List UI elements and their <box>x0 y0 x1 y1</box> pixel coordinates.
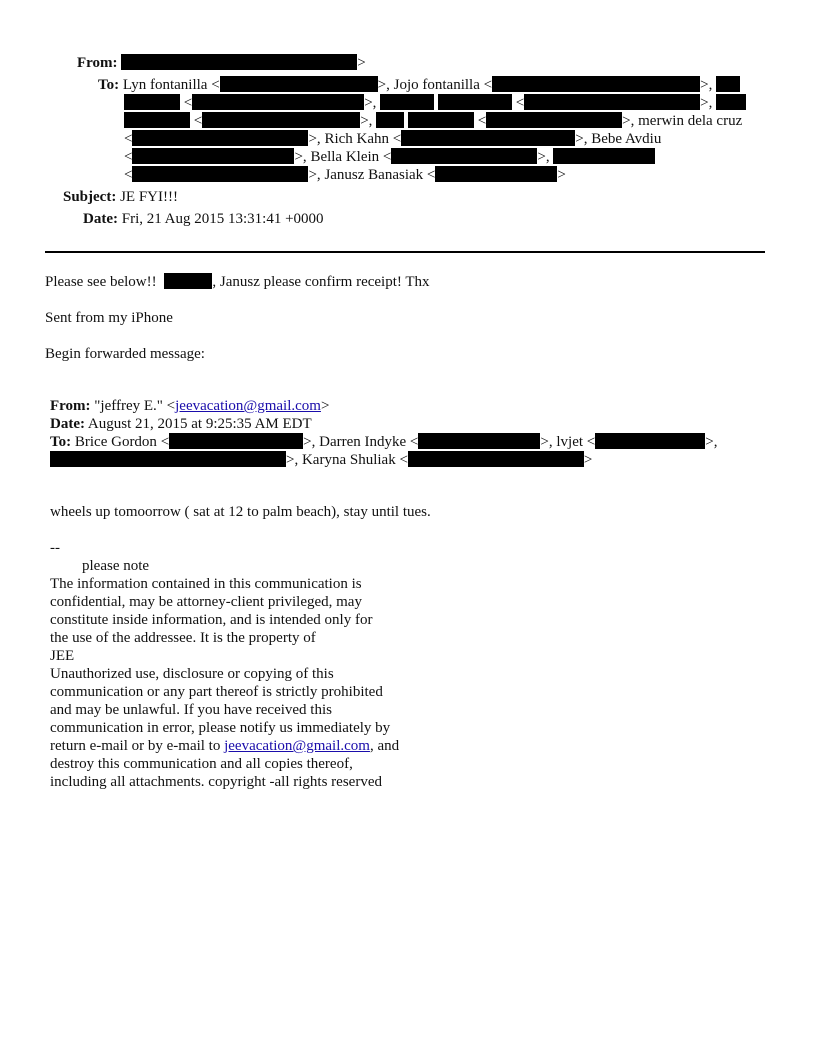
fwd-to-label: To: <box>50 434 72 450</box>
disclaimer-line: communication or any part thereof is strictly prohibited <box>50 684 383 700</box>
redaction <box>124 112 190 128</box>
fwd-date-value: August 21, 2015 at 9:25:35 AM EDT <box>87 416 312 432</box>
redaction <box>492 76 700 92</box>
redaction <box>121 54 357 70</box>
redaction <box>438 94 512 110</box>
header-from-row: From: > <box>77 55 366 71</box>
subject-label: Subject: <box>63 189 117 205</box>
recipient-name: Janusz Banasiak <box>324 167 424 183</box>
redaction <box>553 148 655 164</box>
disclaimer-line: constitute inside information, and is intended only for <box>50 612 373 628</box>
header-to-row-3: < >, < >, merwin dela cruz <box>124 112 742 130</box>
redaction <box>418 433 540 449</box>
signature-dash: -- <box>50 540 60 556</box>
header-to-row-1: To: Lyn fontanilla < >, Jojo fontanilla < >, <box>98 76 740 94</box>
fwd-from-name: "jeffrey E." <box>94 398 163 414</box>
fwd-date-label: Date: <box>50 416 85 432</box>
disclaimer-line: including all attachments. copyright -all rights reserved <box>50 774 382 790</box>
fwd-from-email-link[interactable]: jeevacation@gmail.com <box>175 398 321 414</box>
disclaimer-line: Unauthorized use, disclosure or copying of this <box>50 666 334 682</box>
recipient-name: merwin dela cruz <box>638 113 743 129</box>
disclaimer-line: and may be unlawful. If you have received this <box>50 702 332 718</box>
fwd-date-row <box>50 415 312 433</box>
redaction <box>716 94 746 110</box>
header-subject-row <box>63 188 178 206</box>
body-text: , Janusz please confirm receipt! Thx <box>212 274 430 290</box>
disclaimer-email-link[interactable]: jeevacation@gmail.com <box>224 738 370 754</box>
recipient-name: lvjet <box>556 434 584 450</box>
redaction <box>391 148 537 164</box>
fwd-to-row-2: >, Karyna Shuliak < > <box>50 451 592 469</box>
redaction <box>220 76 378 92</box>
redaction <box>132 130 308 146</box>
recipient-name: Bebe Avdiu <box>591 131 662 147</box>
redaction <box>50 451 286 467</box>
to-label: To: <box>98 77 120 93</box>
redaction <box>164 273 212 289</box>
redaction <box>595 433 705 449</box>
recipient-name: Karyna Shuliak <box>301 452 396 468</box>
redaction <box>202 112 360 128</box>
redaction <box>132 166 308 182</box>
recipient-name: Darren Indyke <box>319 434 407 450</box>
header-to-row-2: < >, < >, <box>124 94 746 112</box>
disclaimer-line: destroy this communication and all copies thereof, <box>50 756 353 772</box>
header-divider <box>45 251 765 253</box>
redaction <box>524 94 700 110</box>
disclaimer-line: The information contained in this communication is <box>50 576 362 592</box>
body-text: Please see below!! <box>45 274 157 290</box>
redaction <box>408 451 584 467</box>
fwd-from-label: From: <box>50 398 91 414</box>
redaction <box>169 433 303 449</box>
disclaimer-line: the use of the addressee. It is the property of <box>50 630 316 646</box>
disclaimer-line: communication in error, please notify us immediately by <box>50 720 391 736</box>
redaction <box>716 76 740 92</box>
date-value: Fri, 21 Aug 2015 13:31:41 +0000 <box>121 211 324 227</box>
disclaimer-line: confidential, may be attorney-client privileged, may <box>50 594 362 610</box>
header-to-row-5: < >, Bella Klein < >, <box>124 148 655 166</box>
header-date-row <box>83 210 324 228</box>
redaction <box>435 166 557 182</box>
recipient-name: Rich Kahn <box>324 131 390 147</box>
redaction <box>376 112 404 128</box>
header-to-row-4: < >, Rich Kahn < >, Bebe Avdiu <box>124 131 662 147</box>
recipient-name: Bella Klein <box>310 149 380 165</box>
redaction <box>486 112 622 128</box>
redaction <box>124 94 180 110</box>
header-to-row-6: < >, Janusz Banasiak < > <box>124 167 566 183</box>
recipient-name: Brice Gordon <box>74 434 157 450</box>
disclaimer-text: return e-mail or by e-mail to <box>50 738 225 754</box>
fwd-message: wheels up tomoorrow ( sat at 12 to palm beach), stay until tues. <box>50 504 431 520</box>
from-label: From: <box>77 55 118 71</box>
begin-forwarded: Begin forwarded message: <box>45 346 205 362</box>
redaction <box>401 130 575 146</box>
redaction <box>380 94 434 110</box>
sent-from: Sent from my iPhone <box>45 310 173 326</box>
fwd-from-row: From: "jeffrey E." <jeevacation@gmail.com> <box>50 398 330 414</box>
disclaimer-line: JEE <box>50 648 75 664</box>
recipient-name: Lyn fontanilla <box>122 77 208 93</box>
redaction <box>408 112 474 128</box>
body-line-1 <box>45 273 430 291</box>
please-note: please note <box>82 558 150 574</box>
disclaimer-text: , and <box>369 738 400 754</box>
recipient-name: Jojo fontanilla <box>393 77 480 93</box>
subject-value: JE FYI!!! <box>120 189 178 205</box>
date-label: Date: <box>83 211 118 227</box>
fwd-to-row-1: To: Brice Gordon < >, Darren Indyke < >, lvjet < >, <box>50 434 718 450</box>
redaction <box>132 148 294 164</box>
disclaimer-return-line <box>50 737 399 755</box>
redaction <box>192 94 364 110</box>
